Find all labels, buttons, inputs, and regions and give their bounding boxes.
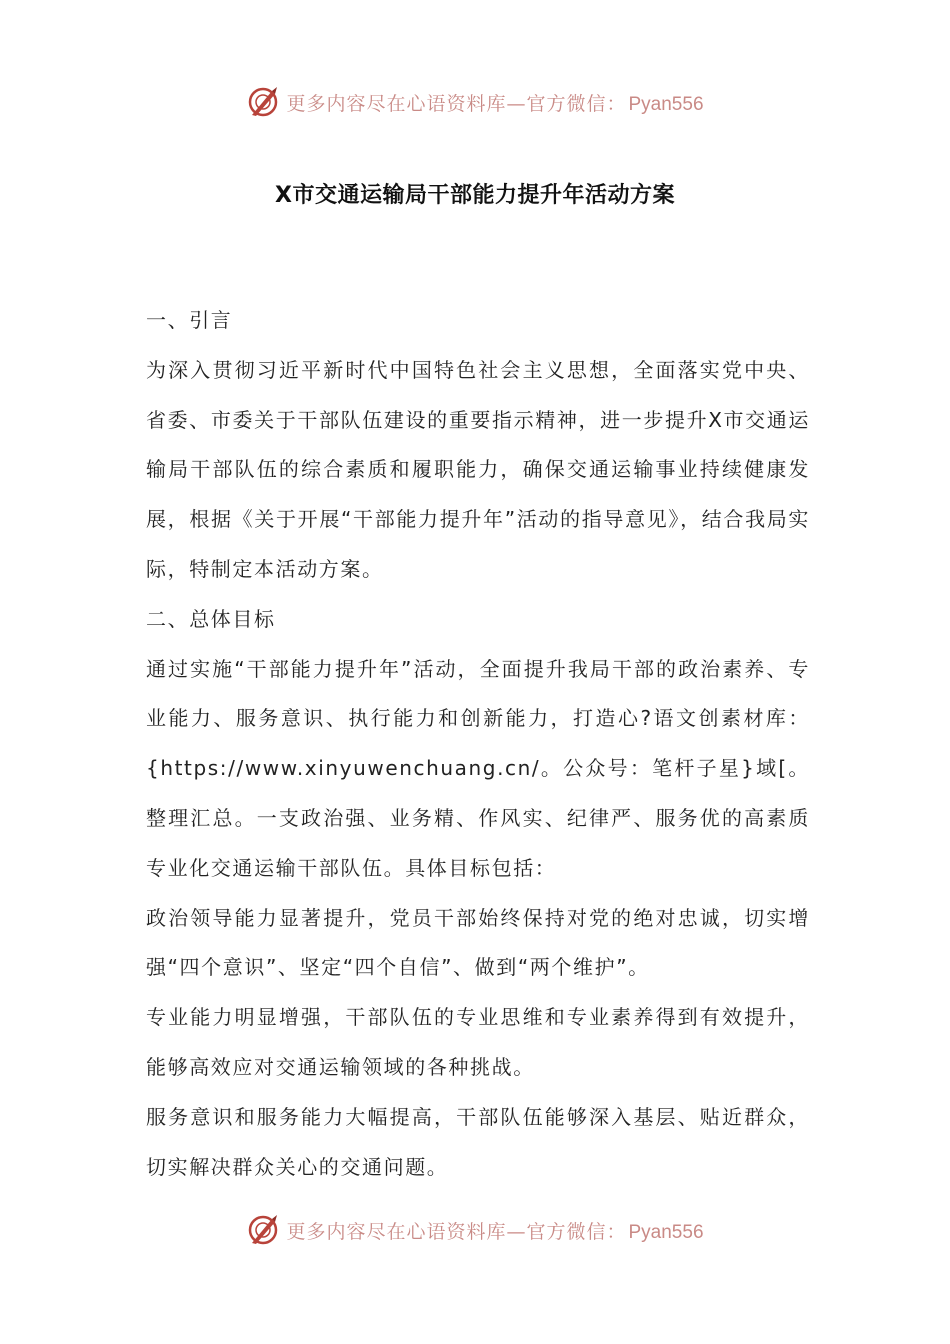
body-paragraph: 为深入贯彻习近平新时代中国特色社会主义思想，全面落实党中央、省委、市委关于干部队伍建设的重要指示精神，进一步提升X市交通运输局干部队伍的综合素质和履职能力，确保交通运输事业持续健康发展，根据《关于开展“干部能力提升年”活动的指导意见》，结合我局实际，特制定本活动方案。 <box>146 357 811 581</box>
document-title: X市交通运输局干部能力提升年活动方案 <box>275 183 675 208</box>
quill-pen-logo-icon <box>246 1213 280 1247</box>
footer-watermark <box>0 1210 950 1250</box>
watermark-text <box>286 1217 703 1244</box>
body-paragraph: 通过实施“干部能力提升年”活动，全面提升我局干部的政治素养、专业能力、服务意识、执行能力和创新能力，打造心?语文创素材库：{https://www.xinyuwenchuang.cn/。公众号：笔杆子星}域[。整理汇总。一支政治强、业务精、作风实、纪律严、服务优的高素质专业化交通运输干部队伍。具体目标包括： <box>146 656 810 880</box>
watermark-wechat-id: Pyan556 <box>628 93 704 115</box>
watermark-label: 更多内容尽在心语资料库—官方微信： <box>286 1220 627 1243</box>
watermark-wechat-id: Pyan556 <box>628 1221 704 1243</box>
section-heading: 一、引言 <box>146 308 233 332</box>
body-paragraph: 政治领导能力显著提升，党员干部始终保持对党的绝对忠诚，切实增强“四个意识”、坚定“四个自信”、做到“两个维护”。 <box>146 905 810 980</box>
body-paragraph: 服务意识和服务能力大幅提高，干部队伍能够深入基层、贴近群众，切实解决群众关心的交通问题。 <box>146 1104 810 1179</box>
watermark-label: 更多内容尽在心语资料库—官方微信： <box>286 92 627 115</box>
header-watermark <box>0 82 950 122</box>
body-paragraph: 专业能力明显增强，干部队伍的专业思维和专业素养得到有效提升，能够高效应对交通运输领域的各种挑战。 <box>146 1005 810 1079</box>
document-body <box>146 296 810 1192</box>
section-heading: 二、总体目标 <box>146 606 276 631</box>
watermark-text <box>286 89 703 116</box>
quill-pen-logo-icon <box>246 85 280 119</box>
